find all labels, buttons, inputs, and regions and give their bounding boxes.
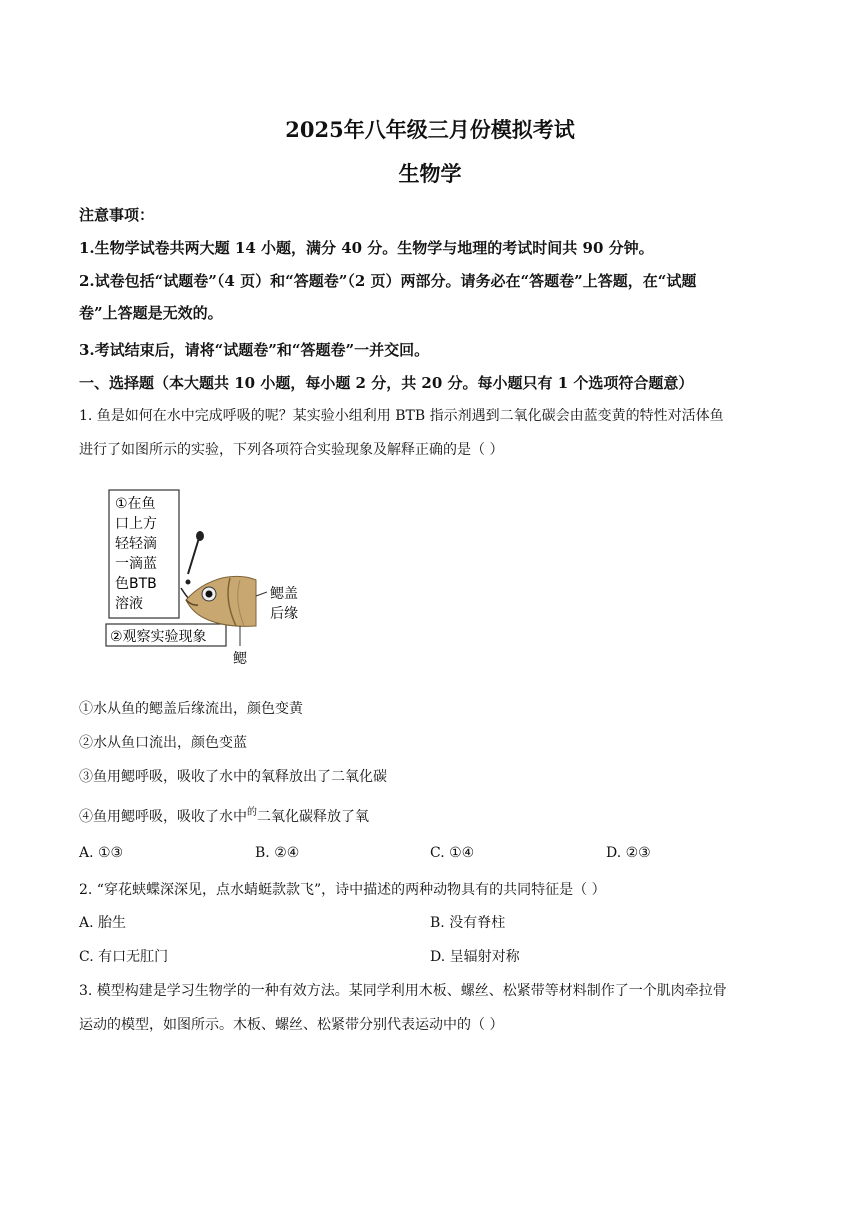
step1-line: 一滴蓝 <box>115 556 157 572</box>
q2-option-c: C. 有口无肛门 <box>79 949 169 965</box>
statement-2: ②水从鱼口流出，颜色变蓝 <box>79 735 247 751</box>
question-3-stem: 3. 模型构建是学习生物学的一种有效方法。某同学利用木板、螺丝、松紧带等材料制作了一个肌肉牵拉骨 <box>79 983 727 999</box>
statement-4-post: 二氧化碳释放了氧 <box>257 809 369 825</box>
step1-line: 色BTB <box>115 576 157 592</box>
question-3-stem: 运动的模型，如图所示。木板、螺丝、松紧带分别代表运动中的（ ） <box>79 1017 504 1033</box>
dropper-icon <box>188 538 199 574</box>
statement-4-sup: 的 <box>247 807 257 818</box>
question-1-stem: 进行了如图所示的实验，下列各项符合实验现象及解释正确的是（ ） <box>79 442 504 458</box>
gill-label: 鳃 <box>233 651 247 667</box>
fish-head-icon <box>186 576 256 626</box>
notice-item: 3.考试结束后，请将“试题卷”和“答题卷”一并交回。 <box>79 341 430 359</box>
statement-4 <box>79 806 369 826</box>
statement-4-pre: ④鱼用鳃呼吸，吸收了水中 <box>79 809 247 825</box>
fish-experiment-figure <box>104 488 314 668</box>
step1-line: ①在鱼 <box>115 496 156 512</box>
q1-option-b: B. ②④ <box>255 845 300 861</box>
q2-option-a: A. 胎生 <box>79 915 127 931</box>
q1-option-a: A. ①③ <box>79 845 124 861</box>
notice-heading: 注意事项： <box>79 206 155 224</box>
section-heading: 一、选择题（本大题共 10 小题，每小题 2 分，共 20 分。每小题只有 1 个选项符合题意） <box>79 374 694 392</box>
step1-line: 溶液 <box>115 596 143 612</box>
question-2-stem: 2. “穿花蛱蝶深深见，点水蜻蜓款款飞”，诗中描述的两种动物具有的共同特征是（ ） <box>79 882 606 898</box>
step2-label: ②观察实验现象 <box>110 629 207 645</box>
notice-item: 卷”上答题是无效的。 <box>79 304 223 322</box>
q1-option-c: C. ①④ <box>430 845 475 861</box>
question-1-stem: 1. 鱼是如何在水中完成呼吸的呢？某实验小组利用 BTB 指示剂遇到二氧化碳会由蓝变黄的特性对活体鱼 <box>79 408 724 424</box>
gill-cover-label: 鳃盖 <box>270 586 298 602</box>
q2-option-d: D. 呈辐射对称 <box>430 949 520 965</box>
notice-item: 1.生物学试卷共两大题 14 小题，满分 40 分。生物学与地理的考试时间共 90 分钟。 <box>79 239 654 257</box>
exam-title: 2025年八年级三月份模拟考试 <box>285 117 575 142</box>
drop-icon <box>186 580 191 585</box>
notice-item: 2.试卷包括“试题卷”（4 页）和“答题卷”（2 页）两部分。请务必在“答题卷”上答题，在“试题 <box>79 272 697 290</box>
exam-subject: 生物学 <box>398 161 462 186</box>
statement-3: ③鱼用鳃呼吸，吸收了水中的氧释放出了二氧化碳 <box>79 769 387 785</box>
q2-option-b: B. 没有脊柱 <box>430 915 506 931</box>
step1-line: 口上方 <box>115 516 157 532</box>
q1-option-d: D. ②③ <box>606 845 651 861</box>
gill-cover-label: 后缘 <box>270 606 298 622</box>
step1-line: 轻轻滴 <box>115 536 157 552</box>
statement-1: ①水从鱼的鳃盖后缘流出，颜色变黄 <box>79 701 303 717</box>
